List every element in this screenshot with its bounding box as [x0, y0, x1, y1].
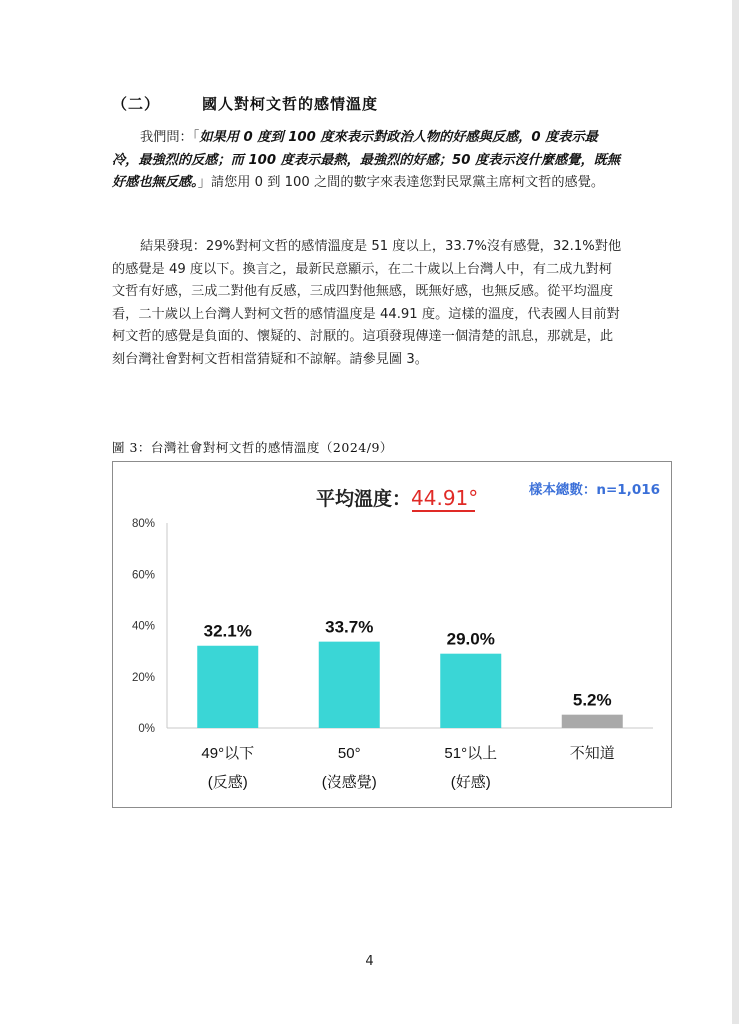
chart-container: [112, 461, 672, 808]
bar: [319, 642, 380, 728]
page-edge: [732, 0, 739, 1024]
average-value: 44.91°: [411, 486, 479, 510]
bar-value-label: 33.7%: [325, 617, 374, 637]
bar: [440, 654, 501, 728]
x-category-label: 51°以上: [444, 745, 498, 762]
x-category-sublabel: (好感): [450, 774, 491, 791]
section-number: （二）: [112, 95, 161, 113]
question-intro: 我們問：「: [140, 130, 200, 145]
page-number: 4: [365, 954, 374, 969]
y-tick-label: 60%: [131, 569, 155, 582]
x-category-label: 50°: [337, 745, 361, 762]
findings-text: 結果發現：29%對柯文哲的感情溫度是 51 度以上，33.7%沒有感覺，32.1%對他的感覺是 49 度以下。換言之，最新民意顯示，在二十歲以上台灣人中，有二成九對柯文哲有好感，三成二對他有反感，三成四對他無感，既無好感，也無反感。從平均溫度看，二十歲以上台灣人對柯文哲的感情溫度是 44.91 度。這樣的溫度，代表國人目前對柯文哲的感覺是負面的、懷疑的、討厭的。這項發現傳達一個清楚的訊息，那就是，此刻台灣社會對柯文哲相當猜疑和不諒解。請參見圖 3。: [112, 239, 622, 367]
y-tick-label: 80%: [131, 518, 155, 530]
x-category-sublabel: (沒感覺): [321, 774, 377, 791]
x-category-label: 不知道: [569, 745, 615, 762]
question-outro: 」請您用 0 到 100 之間的數字來表達您對民眾黨主席柯文哲的感覺。: [197, 175, 605, 190]
x-category-sublabel: (反感): [207, 774, 248, 791]
y-tick-label: 40%: [131, 620, 155, 633]
question-text: 如果用 0 度到 100 度來表示對政治人物的好感與反感，0 度表示最冷，最強烈的反感；而 100 度表示最熱，最強烈的好感；50 度表示沒什麼感覺，既無好感也無反感。: [112, 130, 621, 190]
section-title: 國人對柯文哲的感情溫度: [202, 95, 379, 113]
bar-chart: [113, 462, 671, 807]
bar: [197, 646, 258, 728]
y-tick-label: 20%: [131, 671, 155, 684]
figure-caption: 圖 3：台灣社會對柯文哲的感情溫度（2024/9）: [112, 440, 393, 455]
average-label: 平均溫度：: [316, 488, 412, 510]
x-category-label: 49°以下: [201, 745, 255, 762]
section-heading: [112, 93, 378, 114]
bar-value-label: 32.1%: [203, 621, 252, 641]
y-tick-label: 0%: [138, 723, 155, 735]
bar-value-label: 29.0%: [446, 629, 495, 649]
findings-paragraph: [112, 236, 622, 371]
bar-value-label: 5.2%: [572, 690, 612, 710]
sample-size: 樣本總數：n=1,016: [528, 482, 660, 498]
bar: [562, 715, 623, 728]
question-paragraph: [112, 127, 622, 195]
